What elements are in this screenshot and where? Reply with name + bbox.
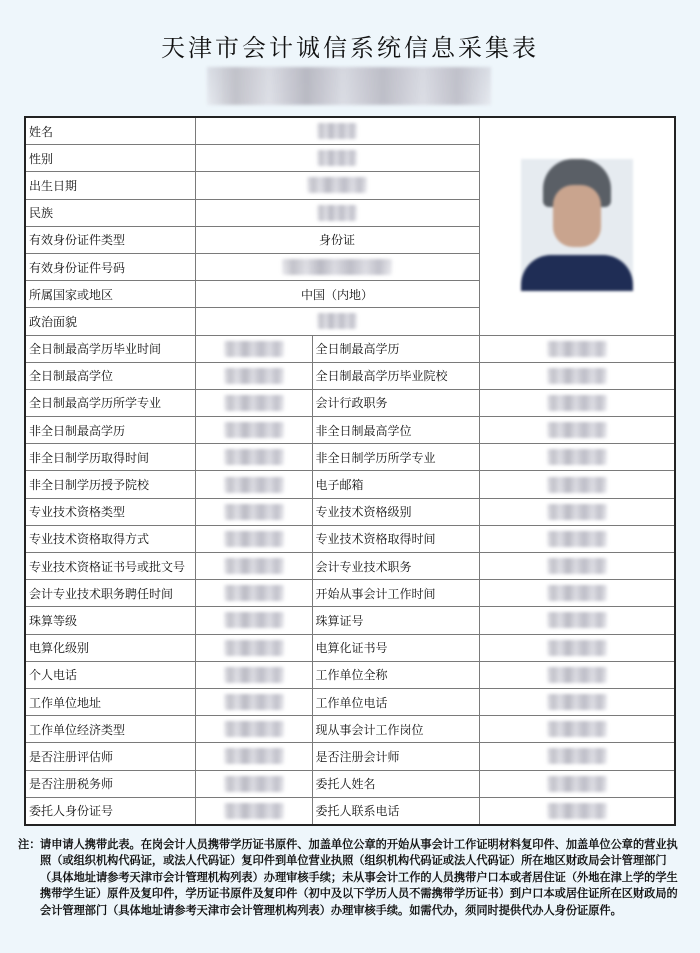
- field-label: 性别: [25, 145, 195, 172]
- field-value: [479, 580, 675, 607]
- redacted-value: [224, 667, 284, 683]
- field-label: 委托人姓名: [312, 770, 479, 797]
- field-value: [479, 770, 675, 797]
- field-label: 是否注册税务师: [25, 770, 195, 797]
- field-label: 所属国家或地区: [25, 281, 195, 308]
- form-row: [25, 417, 675, 444]
- field-value: [479, 743, 675, 770]
- field-value: [479, 444, 675, 471]
- field-label: 专业技术资格类型: [25, 498, 195, 525]
- field-label: 全日制最高学历: [312, 335, 479, 362]
- field-value: [195, 607, 312, 634]
- field-value: [195, 117, 479, 145]
- field-label: 全日制最高学历毕业院校: [312, 362, 479, 389]
- field-value: [479, 389, 675, 416]
- form-row: [25, 525, 675, 552]
- redacted-value: [547, 341, 607, 357]
- form-row: [25, 797, 675, 825]
- redacted-value: [547, 449, 607, 465]
- form-row: [25, 634, 675, 661]
- field-value: [195, 389, 312, 416]
- field-value: [479, 797, 675, 825]
- field-label: 是否注册会计师: [312, 743, 479, 770]
- redacted-value: [547, 504, 607, 520]
- redacted-value: [224, 477, 284, 493]
- field-value: [195, 716, 312, 743]
- info-form-table: [24, 116, 676, 826]
- redacted-value: [224, 422, 284, 438]
- redacted-value: [282, 259, 392, 275]
- field-label: 专业技术资格级别: [312, 498, 479, 525]
- field-label: 现从事会计工作岗位: [312, 716, 479, 743]
- field-value: [195, 335, 312, 362]
- redacted-value: [224, 395, 284, 411]
- form-row: [25, 553, 675, 580]
- redacted-value: [224, 504, 284, 520]
- field-value: [195, 498, 312, 525]
- field-value: [195, 580, 312, 607]
- form-row: [25, 661, 675, 688]
- field-label: 会计行政职务: [312, 389, 479, 416]
- field-value: [195, 525, 312, 552]
- form-row: [25, 444, 675, 471]
- redacted-value: [317, 313, 357, 329]
- field-value: [195, 471, 312, 498]
- field-value: [479, 471, 675, 498]
- field-value: [479, 335, 675, 362]
- field-value: [479, 525, 675, 552]
- field-label: 委托人联系电话: [312, 797, 479, 825]
- field-label: 个人电话: [25, 661, 195, 688]
- redacted-value: [224, 694, 284, 710]
- redacted-value: [224, 612, 284, 628]
- field-value: [479, 553, 675, 580]
- redacted-value: [547, 776, 607, 792]
- field-label: 工作单位地址: [25, 688, 195, 715]
- field-label: 非全日制学历所学专业: [312, 444, 479, 471]
- field-label: 是否注册评估师: [25, 743, 195, 770]
- field-label: 民族: [25, 199, 195, 226]
- form-row: [25, 688, 675, 715]
- redacted-value: [224, 721, 284, 737]
- form-row: [25, 335, 675, 362]
- form-row: [25, 743, 675, 770]
- field-value: 中国（内地）: [195, 281, 479, 308]
- form-row: [25, 498, 675, 525]
- field-label: 工作单位全称: [312, 661, 479, 688]
- field-label: 珠算证号: [312, 607, 479, 634]
- redacted-value: [547, 477, 607, 493]
- field-value: [479, 498, 675, 525]
- form-row: [25, 607, 675, 634]
- redacted-value: [224, 368, 284, 384]
- redacted-value: [224, 640, 284, 656]
- field-label: 珠算等级: [25, 607, 195, 634]
- form-row: [25, 770, 675, 797]
- field-label: 非全日制最高学位: [312, 417, 479, 444]
- redacted-value: [224, 341, 284, 357]
- field-label: 工作单位经济类型: [25, 716, 195, 743]
- field-label: 政治面貌: [25, 308, 195, 335]
- redacted-value: [547, 422, 607, 438]
- field-label: 姓名: [25, 117, 195, 145]
- field-value: [195, 743, 312, 770]
- field-value: [195, 253, 479, 280]
- field-label: 会计专业技术职务: [312, 553, 479, 580]
- redacted-value: [317, 205, 357, 221]
- form-row: [25, 117, 675, 145]
- avatar: [521, 159, 633, 291]
- field-value: [195, 199, 479, 226]
- form-title: 天津市会计诚信系统信息采集表: [161, 34, 539, 63]
- field-label: 会计专业技术职务聘任时间: [25, 580, 195, 607]
- field-value: [195, 553, 312, 580]
- photo-cell: [479, 117, 675, 335]
- field-value: [479, 634, 675, 661]
- form-row: [25, 471, 675, 498]
- redacted-banner: [207, 67, 491, 105]
- redacted-value: [547, 368, 607, 384]
- field-value: [195, 634, 312, 661]
- field-value: [195, 444, 312, 471]
- field-value: [195, 172, 479, 199]
- field-label: 有效身份证件类型: [25, 226, 195, 253]
- redacted-value: [547, 612, 607, 628]
- redacted-value: [547, 803, 607, 819]
- footnote-text: 请申请人携带此表。在岗会计人员携带学历证书原件、加盖单位公章的开始从事会计工作证明材料复印件、加盖单位公章的营业执照（或组织机构代码证，或法人代码证）复印件到单位营业执照（组织机构代码证或法人代码证）所在地区财政局会计管理部门（具体地址请参考天津市会计管理机构列表）办理审核手续；未从事会计工作的人员携带户口本或者居住证（外地在津上学的学生携带学生证）原件及复印件，学历证书原件及复印件（初中及以下学历人员不需携带学历证书）到户口本或居住证所在区财政局的会计管理部门（具体地址请参考天津市会计管理机构列表）办理审核手续。如需代办，须同时提供代办人身份证原件。: [40, 838, 678, 917]
- redacted-value: [547, 748, 607, 764]
- field-label: 非全日制学历授予院校: [25, 471, 195, 498]
- field-label: 电算化证书号: [312, 634, 479, 661]
- field-value: [479, 688, 675, 715]
- field-value: [195, 797, 312, 825]
- redacted-value: [224, 803, 284, 819]
- field-label: 专业技术资格取得时间: [312, 525, 479, 552]
- field-label: 电算化级别: [25, 634, 195, 661]
- field-label: 有效身份证件号码: [25, 253, 195, 280]
- redacted-value: [547, 640, 607, 656]
- field-label: 出生日期: [25, 172, 195, 199]
- field-label: 专业技术资格证书号或批文号: [25, 553, 195, 580]
- form-row: [25, 389, 675, 416]
- field-value: [479, 417, 675, 444]
- redacted-value: [224, 776, 284, 792]
- redacted-value: [224, 585, 284, 601]
- field-label: 开始从事会计工作时间: [312, 580, 479, 607]
- footnote-label: 注：: [18, 838, 41, 851]
- field-label: 电子邮箱: [312, 471, 479, 498]
- redacted-value: [224, 748, 284, 764]
- field-value: [195, 770, 312, 797]
- redacted-value: [224, 531, 284, 547]
- footnote: [18, 837, 680, 919]
- field-label: 全日制最高学历毕业时间: [25, 335, 195, 362]
- redacted-value: [317, 150, 357, 166]
- redacted-value: [547, 558, 607, 574]
- field-value: [195, 417, 312, 444]
- redacted-value: [317, 123, 357, 139]
- field-value: [479, 661, 675, 688]
- redacted-value: [547, 585, 607, 601]
- redacted-value: [547, 721, 607, 737]
- field-value: [195, 362, 312, 389]
- field-value: [479, 716, 675, 743]
- field-label: 委托人身份证号: [25, 797, 195, 825]
- field-value: [195, 688, 312, 715]
- field-label: 全日制最高学位: [25, 362, 195, 389]
- redacted-value: [307, 177, 367, 193]
- field-value: [195, 661, 312, 688]
- redacted-value: [547, 395, 607, 411]
- redacted-value: [547, 694, 607, 710]
- field-value: [195, 308, 479, 335]
- field-label: 非全日制学历取得时间: [25, 444, 195, 471]
- form-row: [25, 362, 675, 389]
- redacted-value: [547, 667, 607, 683]
- redacted-value: [224, 558, 284, 574]
- field-label: 工作单位电话: [312, 688, 479, 715]
- redacted-value: [547, 531, 607, 547]
- field-label: 非全日制最高学历: [25, 417, 195, 444]
- form-row: [25, 580, 675, 607]
- field-label: 全日制最高学历所学专业: [25, 389, 195, 416]
- field-value: [195, 145, 479, 172]
- field-value: 身份证: [195, 226, 479, 253]
- redacted-value: [224, 449, 284, 465]
- field-label: 专业技术资格取得方式: [25, 525, 195, 552]
- field-value: [479, 362, 675, 389]
- form-row: [25, 716, 675, 743]
- field-value: [479, 607, 675, 634]
